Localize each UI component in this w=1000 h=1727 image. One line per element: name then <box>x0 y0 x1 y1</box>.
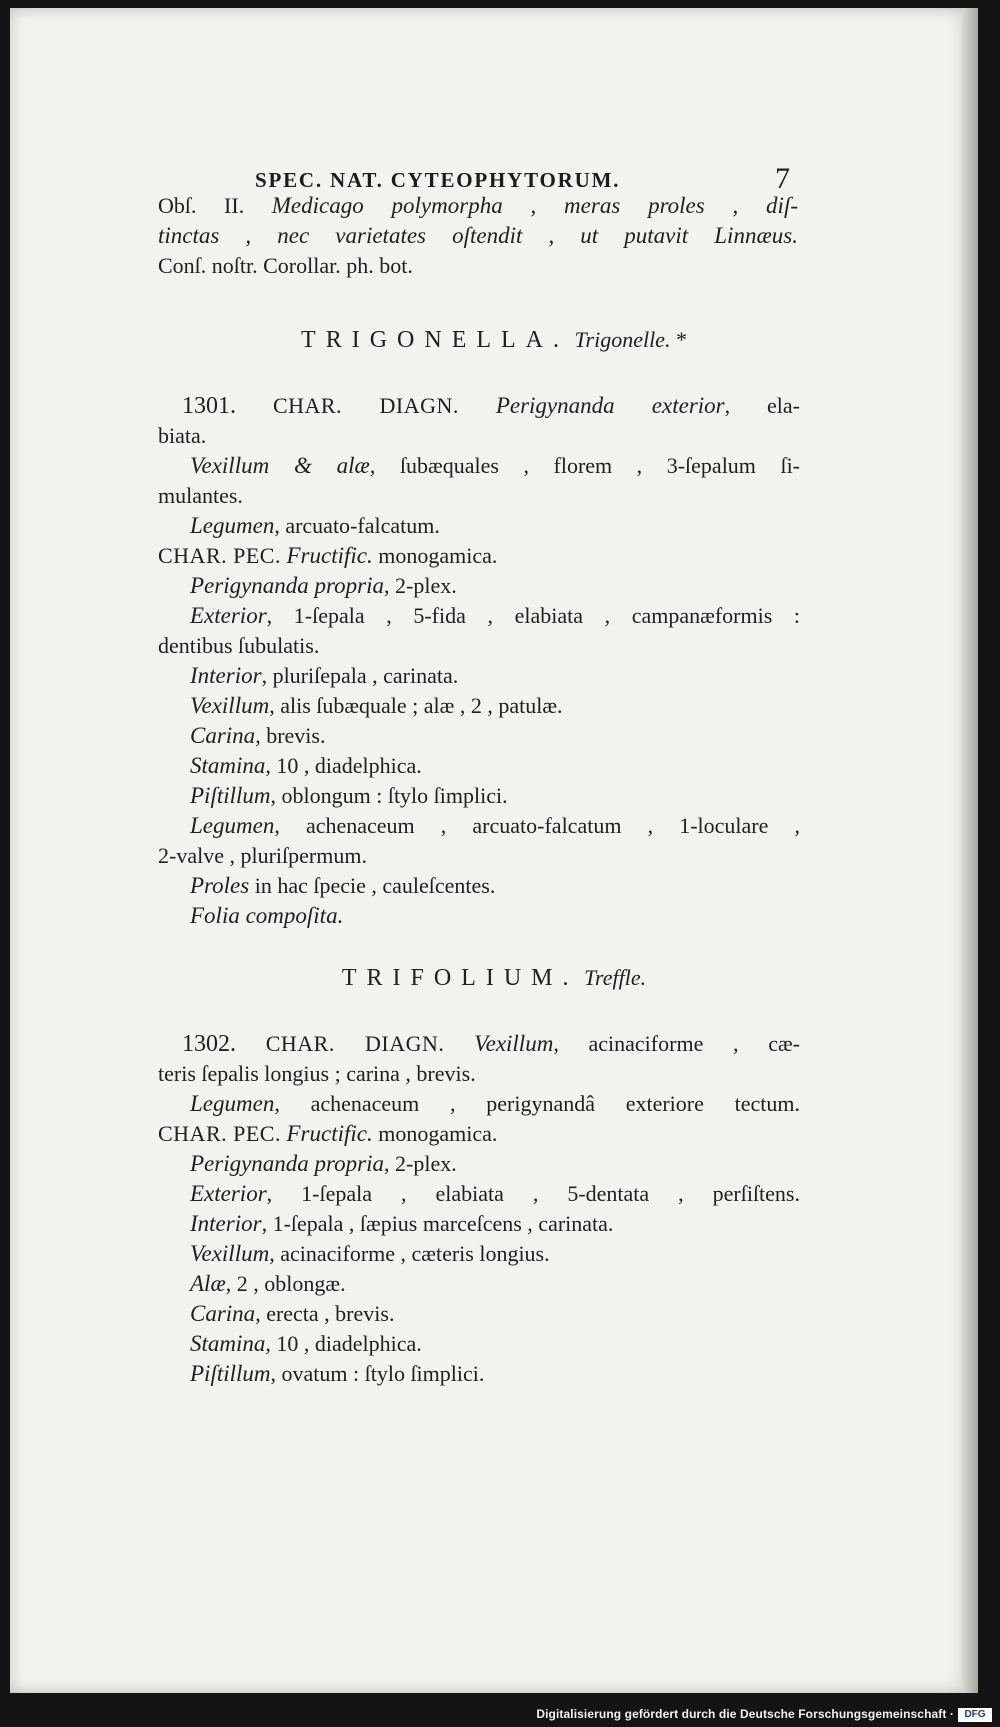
exterior-line <box>190 1180 800 1208</box>
interior-desc: , pluriſepala , carinata. <box>261 663 459 688</box>
vexillum2-term: Vexillum <box>190 693 270 718</box>
interior-line <box>190 662 800 690</box>
species-number: 1302. <box>182 1031 236 1057</box>
interior-line <box>190 1210 800 1238</box>
folia-line: Folia compoſita. <box>190 903 344 928</box>
running-header: SPEC. NAT. CYTEOPHYTORUM. <box>255 168 621 192</box>
page-gutter <box>962 8 978 1693</box>
vexillum2-line <box>190 1240 800 1268</box>
vexillum2-line <box>190 692 800 720</box>
legumen-line <box>190 1090 800 1118</box>
alae-desc: , 2 , oblongæ. <box>225 1271 346 1296</box>
species-1301-diagn <box>182 392 800 420</box>
legumen2-line <box>190 812 800 840</box>
fructific-term: Fructific. <box>286 543 373 568</box>
proles-term: Proles <box>190 873 250 898</box>
exterior-continuation: dentibus ſubulatis. <box>158 633 320 658</box>
legumen-term: Legumen <box>190 513 275 538</box>
species-1302-diagn <box>182 1030 800 1058</box>
page-number: 7 <box>775 162 790 195</box>
carina-line <box>190 722 800 750</box>
pistillum-term: Piſtillum <box>190 1361 271 1386</box>
char-pec-line <box>158 542 798 570</box>
genus-heading-trigonella <box>10 326 978 354</box>
char-diagn-label: CHAR. DIAGN. <box>265 1031 445 1056</box>
carina-term: Carina <box>190 723 256 748</box>
fructific-term: Fructific. <box>286 1121 373 1146</box>
pistillum-line <box>190 782 800 810</box>
footer-bar <box>0 1693 1000 1727</box>
diagn-rest: , ela- <box>724 393 801 418</box>
fructific-desc: monogamica. <box>378 543 498 568</box>
fructific-desc: monogamica. <box>378 1121 498 1146</box>
alae-line <box>190 1270 800 1298</box>
legumen-desc: , achenaceum , perigynandâ exteriore tectum. <box>274 1091 800 1116</box>
vexillum-continuation: mulantes. <box>158 483 243 508</box>
vexillum-desc: , acinaciforme , cæ- <box>553 1031 800 1056</box>
legumen-desc: , arcuato-falcatum. <box>274 513 440 538</box>
footer-credit: Digitalisierung gefördert durch die Deutsche Forschungsgemeinschaft · <box>536 1707 954 1721</box>
vexillum-term: Vexillum & alæ <box>190 453 370 478</box>
exterior-desc: , 1-ſepala , 5-fida , elabiata , campanæformis : <box>266 603 800 628</box>
stamina-desc: , 10 , diadelphica. <box>265 1331 422 1356</box>
vexillum-term: Vexillum <box>474 1031 554 1056</box>
carina-term: Carina <box>190 1301 256 1326</box>
char-diagn-label: CHAR. DIAGN. <box>272 393 459 418</box>
exterior-desc: , 1-ſepala , elabiata , 5-dentata , perſiſtens. <box>266 1181 800 1206</box>
dfg-logo: DFG <box>958 1708 992 1722</box>
genus-name: TRIFOLIUM. <box>341 965 579 991</box>
pistillum-line <box>190 1360 800 1388</box>
carina-line <box>190 1300 800 1328</box>
carina-desc: , brevis. <box>255 723 326 748</box>
stamina-line <box>190 1330 800 1358</box>
pistillum-desc: , oblongum : ſtylo ſimplici. <box>270 783 508 808</box>
vexillum-continuation: teris ſepalis longius ; carina , brevis. <box>158 1061 476 1086</box>
vexillum2-term: Vexillum <box>190 1241 270 1266</box>
char-pec-line <box>158 1120 798 1148</box>
interior-term: Interior <box>190 663 262 688</box>
legumen-term: Legumen <box>190 1091 275 1116</box>
stamina-line <box>190 752 800 780</box>
diagn-continuation: biata. <box>158 423 207 448</box>
exterior-line <box>190 602 800 630</box>
proles-line <box>190 872 800 900</box>
legumen2-desc: , achenaceum , arcuato-falcatum , 1-loculare , <box>274 813 800 838</box>
char-pec-label: CHAR. PEC. <box>158 1121 281 1146</box>
asterisk-mark: * <box>675 327 687 352</box>
vexillum2-desc: , acinaciforme , cæteris longius. <box>269 1241 550 1266</box>
obs-prefix: Obſ. II. <box>158 193 245 218</box>
perigynanda-desc: , 2-plex. <box>384 1151 457 1176</box>
legumen2-continuation: 2-valve , pluriſpermum. <box>158 843 367 868</box>
genus-name: TRIGONELLA. <box>301 327 569 353</box>
exterior-term: Exterior <box>190 1181 267 1206</box>
pistillum-term: Piſtillum <box>190 783 271 808</box>
perigynanda-line <box>190 1150 800 1178</box>
vexillum-line <box>190 452 800 480</box>
obs-line-2: tinctas , nec varietates oſtendit , ut putavit Linnæus. <box>158 223 798 248</box>
perigynanda-term: Perigynanda propria <box>190 573 384 598</box>
vernacular-name: Treffle. <box>584 965 647 990</box>
stamina-desc: , 10 , diadelphica. <box>265 753 422 778</box>
diagn-italic: Perigynanda exterior <box>495 393 725 418</box>
pistillum-desc: , ovatum : ſtylo ſimplici. <box>270 1361 485 1386</box>
perigynanda-term: Perigynanda propria <box>190 1151 384 1176</box>
book-page <box>10 8 978 1693</box>
vexillum-desc: , ſubæquales , florem , 3-ſepalum ſi- <box>369 453 801 478</box>
genus-heading-trifolium <box>10 964 978 992</box>
carina-desc: , erecta , brevis. <box>255 1301 395 1326</box>
stamina-term: Stamina <box>190 1331 266 1356</box>
perigynanda-desc: , 2-plex. <box>384 573 457 598</box>
species-number: 1301. <box>182 393 236 419</box>
proles-desc: in hac ſpecie , cauleſcentes. <box>254 873 496 898</box>
stamina-term: Stamina <box>190 753 266 778</box>
vernacular-name: Trigonelle. <box>574 327 671 352</box>
obs-italic: Medicago polymorpha , meras proles , diſ- <box>271 193 799 218</box>
interior-term: Interior <box>190 1211 262 1236</box>
char-pec-label: CHAR. PEC. <box>158 543 281 568</box>
vexillum2-desc: , alis ſubæquale ; alæ , 2 , patulæ. <box>269 693 563 718</box>
obs-line-1 <box>158 192 798 220</box>
legumen-line <box>190 512 800 540</box>
alae-term: Alæ <box>190 1271 226 1296</box>
interior-desc: , 1-ſepala , ſæpius marceſcens , carinata. <box>261 1211 614 1236</box>
perigynanda-line <box>190 572 800 600</box>
exterior-term: Exterior <box>190 603 267 628</box>
obs-line-3: Conſ. noſtr. Corollar. ph. bot. <box>158 253 413 278</box>
legumen2-term: Legumen <box>190 813 275 838</box>
